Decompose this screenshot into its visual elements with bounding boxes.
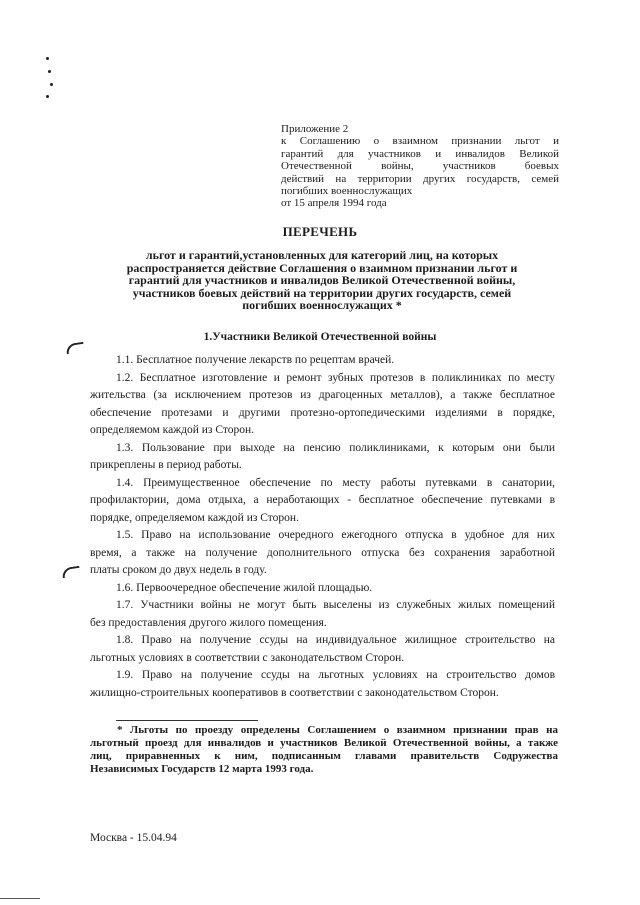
subtitle-line: погибших военнослужащих *	[242, 298, 402, 312]
list-item	[90, 370, 555, 440]
paragraph-line: жилищно-строительных кооперативов в соответствии с законодательством Сторон.	[90, 686, 499, 699]
appendix-line: от 15 апреля 1994 года	[281, 197, 387, 210]
list-item	[90, 597, 555, 632]
subtitle-line: льгот и гарантий,установленных для категорий лиц, на которых	[145, 248, 499, 262]
paragraph-line: 1.7. Участники войны не могут быть выселены из служебных жилых помещений	[116, 599, 555, 611]
paragraph-line: льготных условиях в соответствии с законодательством Сторон.	[90, 651, 405, 664]
paragraph-line: 1.4. Преимущественное обеспечение по месту работы путевками в санатории,	[116, 476, 555, 489]
footnote-line: льготный проезд для инвалидов и участников Великой Отечественной войны, а также	[90, 737, 558, 749]
section-heading: 1.Участники Великой Отечественной войны	[203, 331, 437, 343]
paragraph-line: прикреплены в период работы.	[90, 459, 242, 471]
appendix-line: Приложение 2	[281, 123, 349, 135]
list-item	[90, 580, 555, 598]
scan-edge-line	[0, 898, 40, 899]
footnote-line: * Льготы по проезду определены Соглашением о взаимном признании прав на	[117, 724, 558, 736]
document-subtitle	[60, 249, 584, 312]
paragraph-line: 1.3. Пользование при выходе на пенсию поликлиниками, к которым они были	[116, 441, 555, 454]
paragraph-line: 1.9. Право на получение ссуды на льготных условиях на строительство домов	[116, 669, 555, 681]
scan-speck	[46, 57, 49, 60]
appendix-line: к Соглашению о взаимном признании льгот и	[281, 135, 559, 148]
scan-speck	[46, 95, 49, 98]
paragraph-line: профилактории, дома отдыха, а неработающих - бесплатное обеспечение путевками в	[90, 494, 555, 506]
paragraph-line: обеспечение протезами и другими протезно-ортопедическими изделиями в порядке,	[90, 406, 555, 419]
footnote-line: лиц, приравненных к ним, подписанным главами правительств Содружества	[90, 750, 558, 762]
paragraph-line: без предоставления другого жилого помещения.	[90, 616, 327, 629]
list-item	[90, 440, 555, 475]
list-item	[90, 527, 555, 580]
paragraph-line: платы сроком до двух недель в году.	[90, 564, 267, 576]
document-title: ПЕРЕЧЕНЬ	[282, 224, 358, 239]
footnote-divider	[116, 720, 258, 721]
subtitle-line: участников боевых действий на территории других государств, семей	[132, 285, 512, 300]
paragraph-line: определяемом каждой из Сторон.	[90, 424, 254, 436]
paragraph-line: 1.5. Право на использование очередного ежегодного отпуска в удобное для них	[116, 529, 555, 541]
paragraph-line: время, а также на получение дополнительного отпуска без сохранения заработной	[90, 546, 555, 559]
appendix-line: погибших военнослужащих	[281, 185, 413, 198]
list-item	[90, 667, 555, 702]
list-item	[90, 352, 555, 370]
appendix-line: Отечественной войны, участников боевых	[281, 160, 559, 173]
hole-punch-mark	[61, 566, 80, 578]
appendix-line: гарантий для участников и инвалидов Великой	[281, 147, 559, 160]
benefits-list	[90, 352, 555, 702]
appendix-line: действий на территории других государств, семей	[281, 172, 559, 185]
paragraph-line: 1.6. Первоочередное обеспечение жилой площадью.	[116, 581, 373, 594]
footnote-line: Независимых Государств 12 марта 1993 года.	[90, 763, 314, 775]
place-and-date: Москва - 15.04.94	[90, 832, 177, 844]
appendix-header	[281, 123, 559, 210]
paragraph-line: 1.8. Право на получение ссуды на индивидуальное жилищное строительство на	[116, 634, 555, 646]
subtitle-line: гарантий для участников и инвалидов Великой Отечественной войны,	[128, 273, 516, 287]
paragraph-line: 1.2. Бесплатное изготовление и ремонт зубных протезов в поликлиниках по месту	[116, 371, 555, 384]
footnote	[90, 724, 558, 776]
hole-punch-mark	[65, 342, 84, 354]
subtitle-line: распространяется действие Соглашения о взаимном признании льгот и	[126, 260, 518, 275]
paragraph-line: порядке, определяемом каждой из Сторон.	[90, 511, 299, 524]
paragraph-line: жительства (за исключением протезов из драгоценных металлов), а также бесплатное	[90, 389, 555, 401]
scan-speck	[50, 83, 53, 86]
paragraph-line: 1.1. Бесплатное получение лекарств по рецептам врачей.	[116, 354, 395, 366]
list-item	[90, 632, 555, 667]
list-item	[90, 475, 555, 528]
scan-speck	[48, 70, 51, 73]
